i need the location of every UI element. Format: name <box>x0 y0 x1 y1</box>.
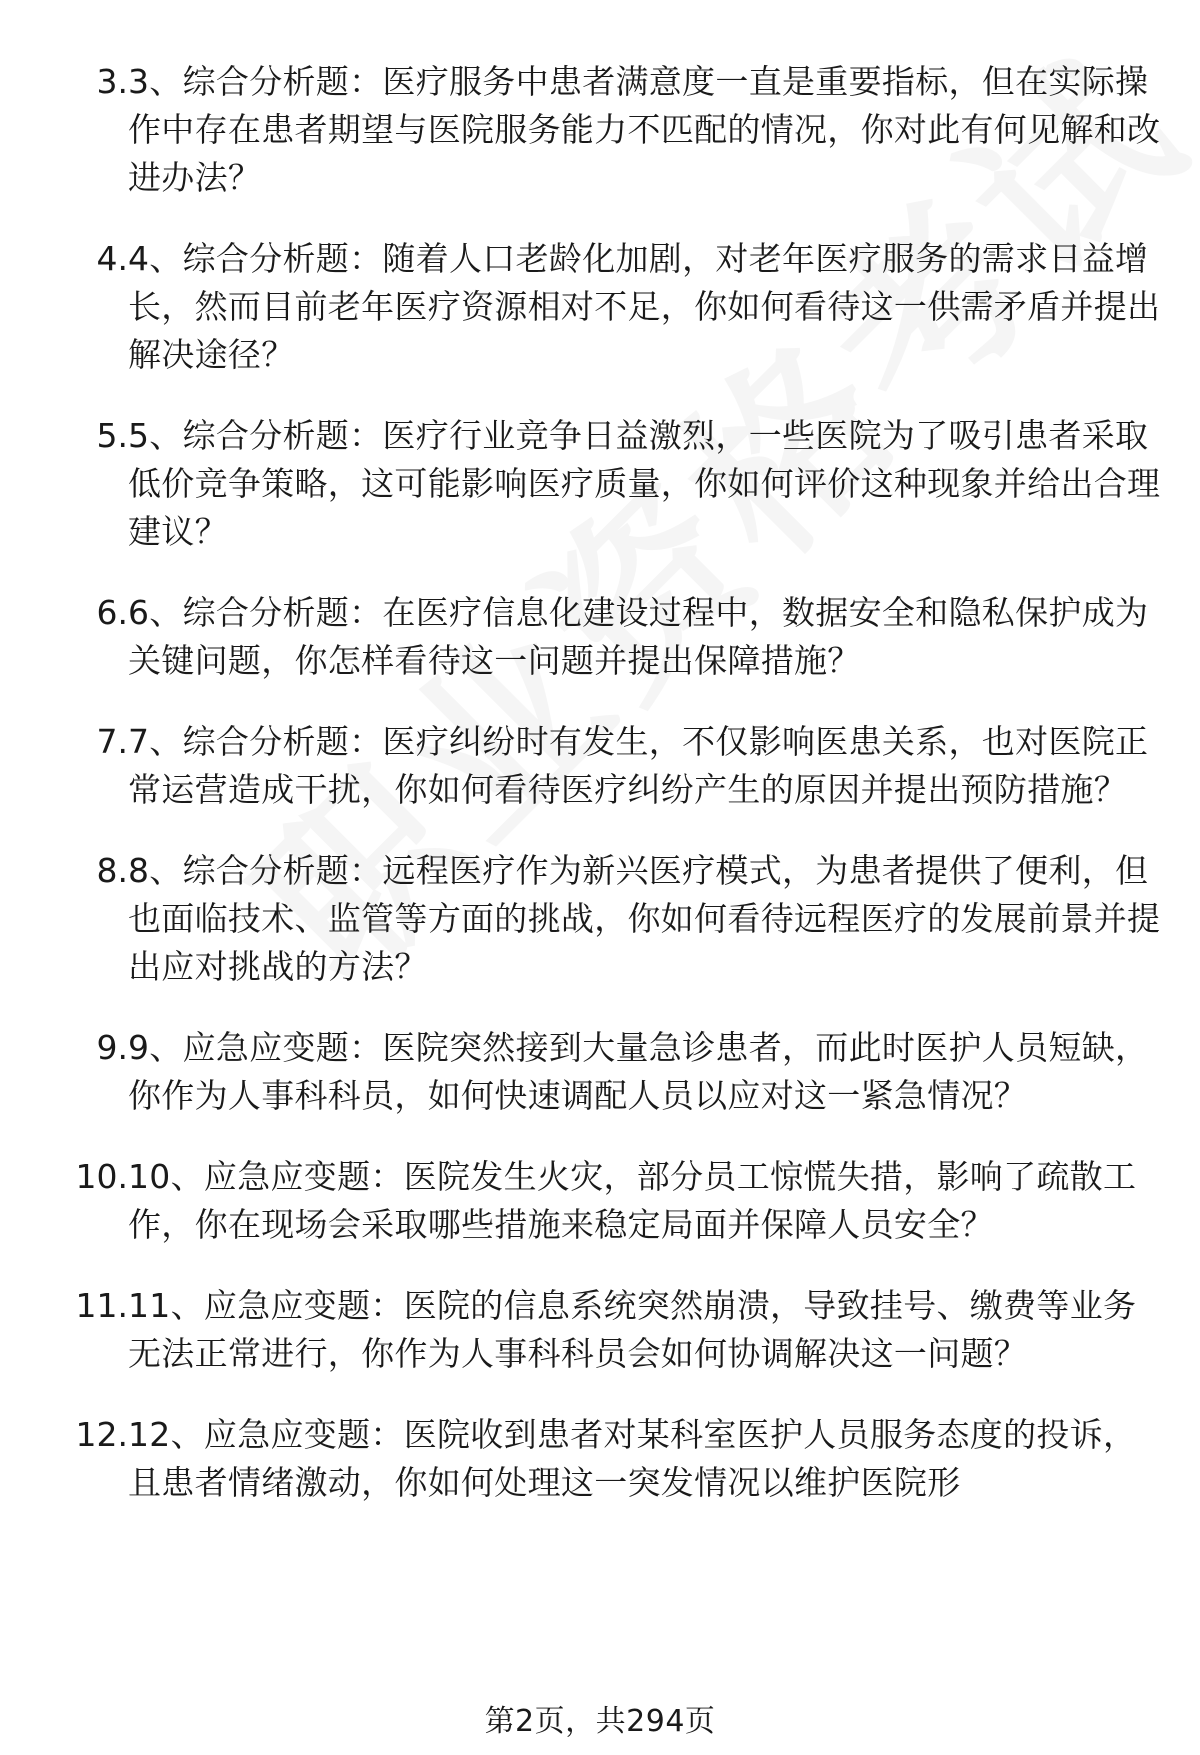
question-item-6 <box>0 589 1200 685</box>
question-text: 8、综合分析题：远程医疗作为新兴医疗模式，为患者提供了便利，但也面临技术、监管等方面的挑战，你如何看待远程医疗的发展前景并提出应对挑战的方法？ <box>128 851 1161 986</box>
question-item-3 <box>0 58 1200 202</box>
question-text: 4、综合分析题：随着人口老龄化加剧，对老年医疗服务的需求日益增长，然而目前老年医疗资源相对不足，你如何看待这一供需矛盾并提出解决途径？ <box>128 239 1161 374</box>
question-number: 4. <box>96 239 128 278</box>
question-item-9 <box>0 1024 1200 1120</box>
question-number: 5. <box>96 416 128 455</box>
question-text: 11、应急应变题：医院的信息系统突然崩溃，导致挂号、缴费等业务无法正常进行，你作为人事科科员会如何协调解决这一问题？ <box>128 1286 1137 1373</box>
question-text: 6、综合分析题：在医疗信息化建设过程中，数据安全和隐私保护成为关键问题，你怎样看待这一问题并提出保障措施？ <box>128 593 1149 680</box>
question-list <box>0 58 1200 1540</box>
question-item-7 <box>0 718 1200 814</box>
question-item-12 <box>0 1411 1200 1507</box>
question-item-11 <box>0 1282 1200 1378</box>
question-number: 11. <box>75 1286 128 1325</box>
page-footer: 第2页，共294页 <box>484 1704 716 1739</box>
question-text: 7、综合分析题：医疗纠纷时有发生，不仅影响医患关系，也对医院正常运营造成干扰，你如何看待医疗纠纷产生的原因并提出预防措施？ <box>128 722 1149 809</box>
question-text: 12、应急应变题：医院收到患者对某科室医护人员服务态度的投诉，且患者情绪激动，你如何处理这一突发情况以维护医院形 <box>128 1415 1137 1502</box>
question-text: 3、综合分析题：医疗服务中患者满意度一直是重要指标，但在实际操作中存在患者期望与医院服务能力不匹配的情况，你对此有何见解和改进办法？ <box>128 62 1161 197</box>
question-item-8 <box>0 847 1200 991</box>
question-number: 3. <box>96 62 128 101</box>
question-text: 10、应急应变题：医院发生火灾，部分员工惊慌失措，影响了疏散工作，你在现场会采取哪些措施来稳定局面并保障人员安全？ <box>128 1157 1137 1244</box>
question-text: 9、应急应变题：医院突然接到大量急诊患者，而此时医护人员短缺，你作为人事科科员，如何快速调配人员以应对这一紧急情况？ <box>128 1028 1149 1115</box>
question-item-4 <box>0 235 1200 379</box>
question-item-5 <box>0 412 1200 556</box>
question-number: 8. <box>96 851 128 890</box>
question-item-10 <box>0 1153 1200 1249</box>
question-number: 12. <box>75 1415 128 1454</box>
question-number: 10. <box>75 1157 128 1196</box>
question-number: 7. <box>96 722 128 761</box>
question-number: 6. <box>96 593 128 632</box>
question-number: 9. <box>96 1028 128 1067</box>
question-text: 5、综合分析题：医疗行业竞争日益激烈，一些医院为了吸引患者采取低价竞争策略，这可能影响医疗质量，你如何评价这种现象并给出合理建议？ <box>128 416 1161 551</box>
